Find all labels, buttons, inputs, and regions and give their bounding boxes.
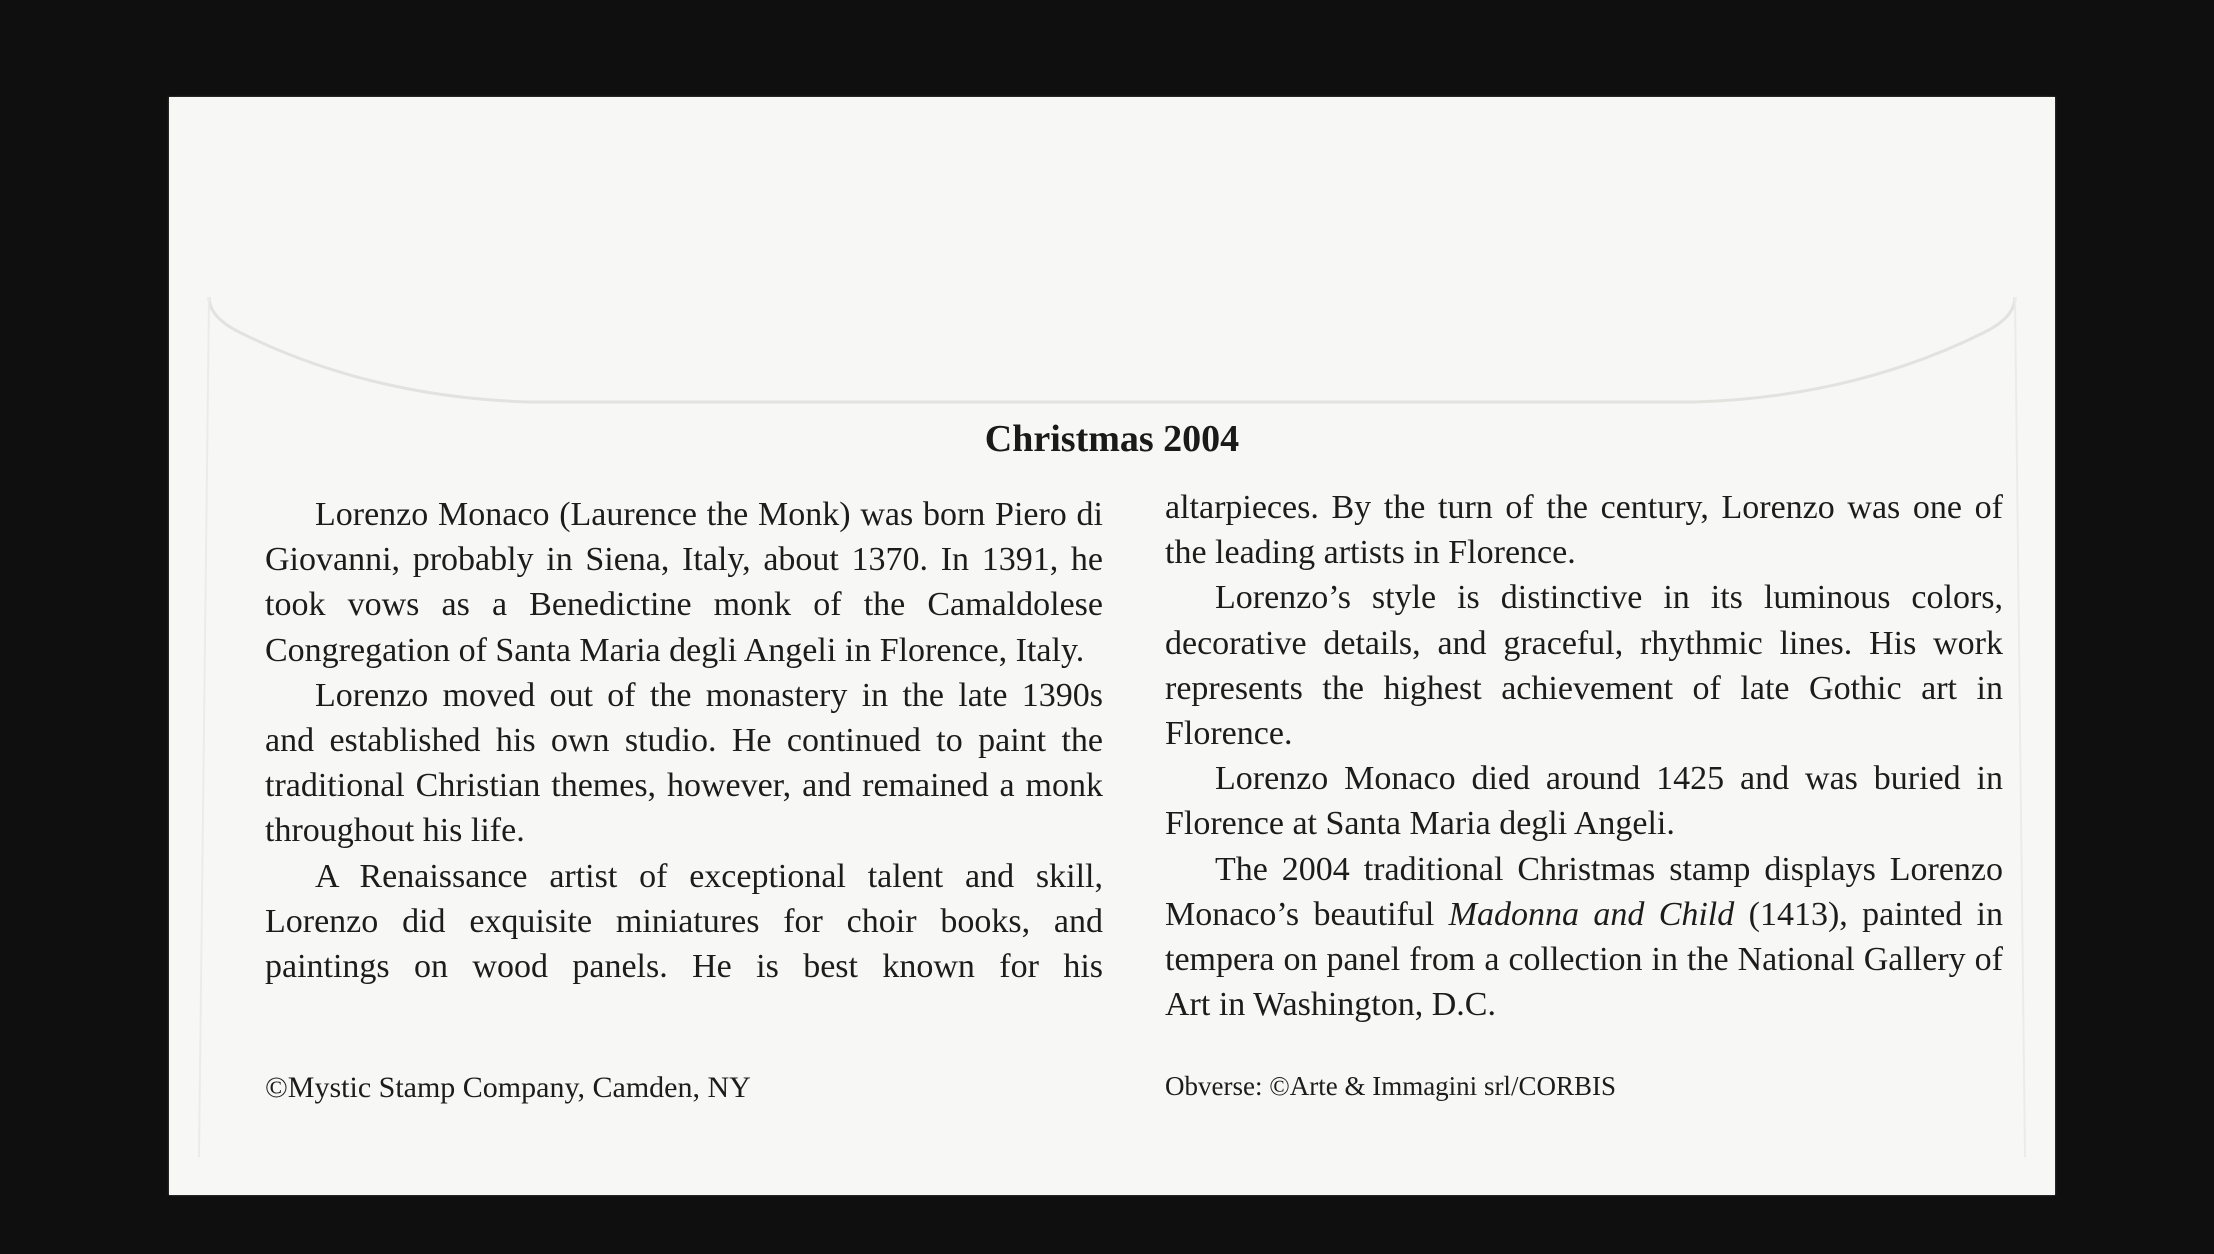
envelope-back — [169, 97, 2055, 1195]
copyright-credit: ©Mystic Stamp Company, Camden, NY — [265, 1071, 751, 1104]
page-title: Christmas 2004 — [984, 418, 1240, 460]
image-credit: Obverse: ©Arte & Immagini srl/CORBIS — [1165, 1071, 1616, 1101]
paragraph: Lorenzo Monaco (Laurence the Monk) was born Piero di Giovanni, probably in Siena, Italy, about 1370. In 1391, he took vows as a Benedictine monk of the Camaldolese Congregation of Santa Maria degli Angeli in Florence, Italy. — [265, 496, 1103, 669]
artwork-title: Madonna and Child — [1448, 895, 1735, 933]
paragraph: Lorenzo Monaco died around 1425 and was buried in Florence at Santa Maria degli Angeli. — [1165, 760, 2003, 843]
paragraph-text: (1413), painted in tempera on panel from a collection in the National Gallery of Art in Washington, D.C. — [1165, 895, 2003, 1024]
paragraph: altarpieces. By the turn of the century, Lorenzo was one of the leading artists in Florence. — [1165, 489, 2003, 572]
paragraph-text: The 2004 traditional Christmas stamp displays Lorenzo Monaco’s beautiful — [1165, 850, 2003, 933]
paragraph: A Renaissance artist of exceptional talent and skill, Lorenzo did exquisite miniatures for choir books, and paintings on wood panels. He is best known for his — [265, 857, 1103, 986]
paragraph — [1165, 847, 2003, 1028]
paragraph: Lorenzo’s style is distinctive in its luminous colors, decorative details, and graceful, rhythmic lines. His work represents the highest achievement of late Gothic art in Florence. — [1165, 579, 2003, 753]
text-column-right — [1165, 485, 2003, 1027]
text-column-left — [265, 492, 1103, 989]
paragraph: Lorenzo moved out of the monastery in the late 1390s and established his own studio. He continued to paint the traditional Christian themes, however, and remained a monk throughout his life. — [265, 676, 1103, 850]
